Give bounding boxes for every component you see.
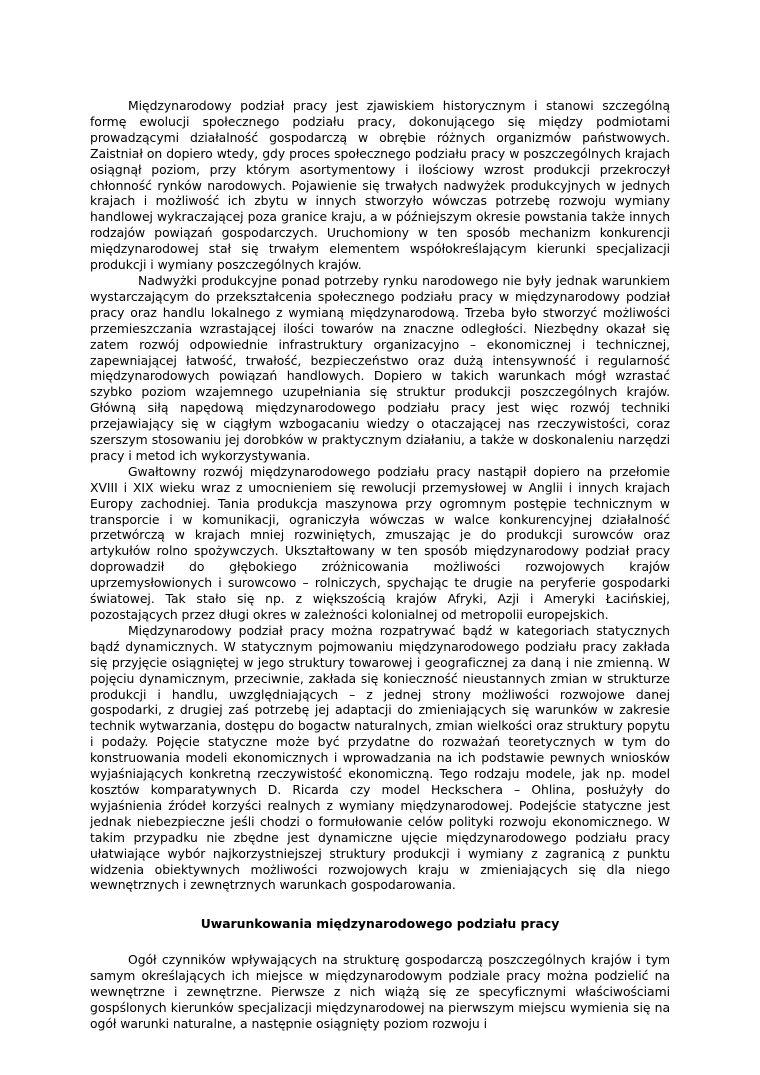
paragraph-3: Gwałtowny rozwój międzynarodowego podziału pracy nastąpił dopiero na przełomie XVIII i XIX wieku wraz z umocnieniem się rewolucji przemysłowej w Anglii i innych krajach Europy zachodniej. Tania produkcja maszynowa przy ogromnym postępie technicznym w transporcie i w komunikacji, ograniczyła wówczas w walce konkurencyjnej działalność przetwórczą w krajach mniej rozwiniętych, zmuszając je do produkcji surowców oraz artykułów rolno spożywczych. Ukształtowany w ten sposób międzynarodowy podział pracy doprowadził do głębokiego zróżnicowania możliwości rozwojowych krajów uprzemysłowionych i surowcowo – rolniczych, spychając te drugie na peryferie gospodarki światowej. Tak stało się np. z większością krajów Afryki, Azji i Ameryki Łacińskiej, pozostających przez długi okres w zależności kolonialnej od metropolii europejskich.	[90, 463, 670, 622]
section-heading: Uwarunkowania międzynarodowego podziału pracy	[200, 916, 560, 932]
paragraph-1: Międzynarodowy podział pracy jest zjawiskiem historycznym i stanowi szczególną formę ewolucji społecznego podziału pracy, dokonującego się między podmiotami prowadzącymi działalność gospodarczą w obrębie różnych organizmów państwowych. Zaistniał on dopiero wtedy, gdy proces społecznego podziału pracy w poszczególnych krajach osiągnął poziom, przy którym asortymentowy i ilościowy wzrost produkcji przekroczył chłonność rynków narodowych. Pojawienie się trwałych nadwyżek produkcyjnych w jednych krajach i możliwość ich zbytu w innych stworzyło wówczas potrzebę rozwoju wymiany handlowej wykraczającej poza granice kraju, a w późniejszym okresie powstania także innych rodzajów powiązań gospodarczych. Uruchomiony w ten sposób mechanizm konkurencji międzynarodowej stał się trwałym elementem współokreślającym kierunki specjalizacji produkcji i wymiany poszczególnych krajów.	[90, 98, 670, 273]
paragraph-2: Nadwyżki produkcyjne ponad potrzeby rynku narodowego nie były jednak warunkiem wystarczającym do przekształcenia społecznego podziału pracy w międzynarodowy podział pracy oraz handlu lokalnego z wymianą międzynarodową. Trzeba było stworzyć możliwości przemieszczania wzrastającej ilości towarów na znaczne odległości. Niezbędny okazał się zatem rozwój odpowiednie infrastruktury organizacyjno – ekonomicznej i technicznej, zapewniającej łatwość, trwałość, bezpieczeństwo oraz dużą intensywność i regularność międzynarodowych powiązań handlowych. Dopiero w takich warunkach mógł wzrastać szybko poziom wzajemnego uzupełniania się struktur produkcji poszczególnych krajów. Główną siłą napędową międzynarodowego podziału pracy jest więc rozwój techniki przejawiający się w ciągłym wzbogacaniu wiedzy o otaczającej nas rzeczywistości, coraz szerszym stosowaniu jej dorobków w praktycznym działaniu, a także w doskonaleniu narzędzi pracy i metod ich wykorzystywania.	[90, 272, 670, 463]
paragraph-4: Międzynarodowy podział pracy można rozpatrywać bądź w kategoriach statycznych bądź dynamicznych. W statycznym pojmowaniu międzynarodowego podziału pracy zakłada się przyjęcie osiągniętej w jego struktury towarowej i geograficznej za daną i nie zmienną. W pojęciu dynamicznym, przeciwnie, zakłada się konieczność nieustannych zmian w strukturze produkcji i handlu, uwzględniających – z jednej strony możliwości rozwojowe danej gospodarki, z drugiej zaś potrzebę jej adaptacji do zmieniających się warunków w zakresie technik wytwarzania, dostępu do bogactw naturalnych, zmian wielkości oraz struktury popytu i podaży. Pojęcie statyczne może być przydatne do rozważań teoretycznych w tym do konstruowania modeli ekonomicznych i wprowadzania na ich podstawie pewnych wniosków wyjaśniających konkretną rzeczywistość ekonomiczną. Tego rodzaju modele, jak np. model kosztów komparatywnych D. Ricarda czy model Heckschera – Ohlina, posłużyły do wyjaśnienia źródeł korzyści realnych z wymiany międzynarodowej. Podejście statyczne jest jednak niebezpieczne jeśli chodzi o formułowanie celów polityki rozwoju ekonomicznego. W takim przypadku nie zbędne jest dynamiczne ujęcie międzynarodowego podziału pracy ułatwiające wybór najkorzystniejszej struktury produkcji i wymiany z zagranicą z punktu widzenia obiektywnych możliwości rozwojowych kraju w zmieniających się dla niego wewnętrznych i zewnętrznych warunkach gospodarowania.	[90, 622, 670, 893]
section-paragraph: Ogół czynników wpływających na strukturę gospodarczą poszczególnych krajów i tym samym określających ich miejsce w międzynarodowym podziale pracy można podzielić na wewnętrzne i zewnętrzne. Pierwsze z nich wiążą się ze specyficznymi właściwościami gospślonych kierunków specjalizacji międzynarodowej na pierwszym miejscu wymienia się na ogół warunki naturalne, a następnie osiągnięty poziom rozwoju i	[90, 952, 670, 1031]
document-page	[90, 98, 670, 1032]
